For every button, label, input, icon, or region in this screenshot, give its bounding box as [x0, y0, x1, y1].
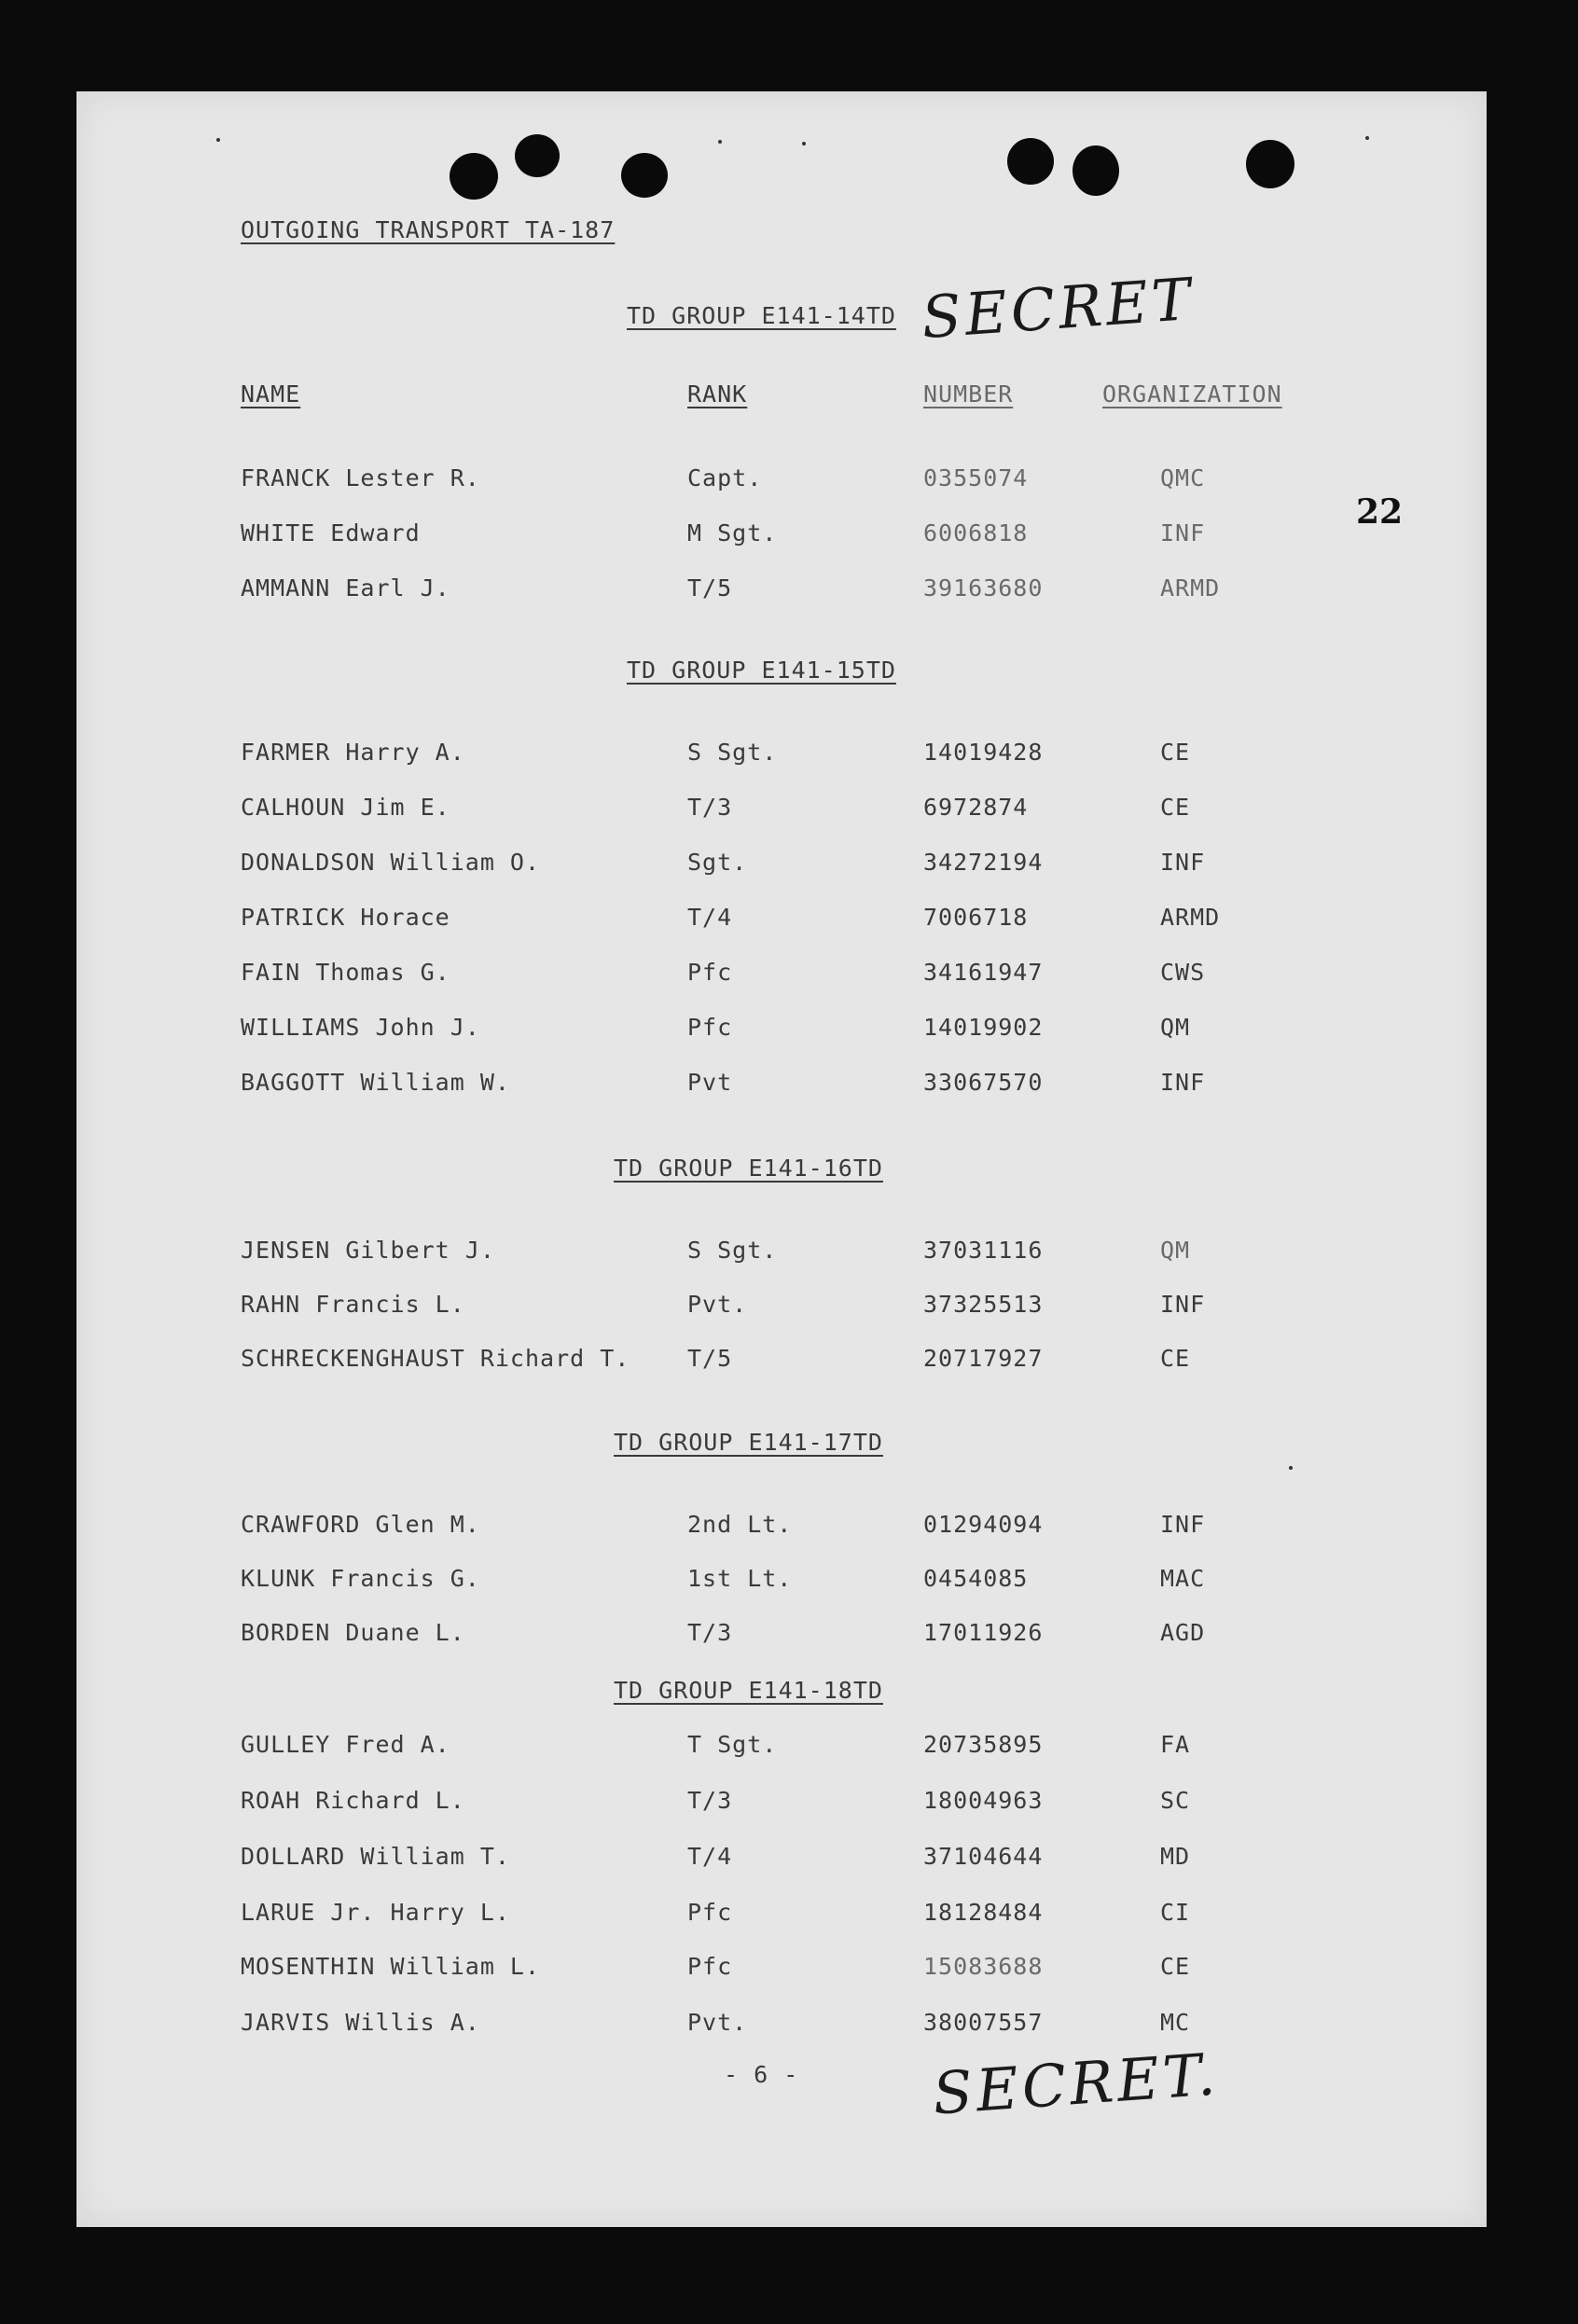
table-row — [76, 1511, 1487, 1548]
cell-rank: 1st Lt. — [687, 1565, 793, 1592]
cell-org: MAC — [1160, 1565, 1206, 1592]
cell-number: 37325513 — [923, 1291, 1044, 1318]
table-row — [76, 1899, 1487, 1936]
group-heading: TD GROUP E141-17TD — [614, 1429, 883, 1456]
cell-rank: Capt. — [687, 464, 763, 491]
cell-number: 0355074 — [923, 464, 1029, 491]
document-title: OUTGOING TRANSPORT TA-187 — [241, 216, 616, 243]
cell-org: FA — [1160, 1731, 1191, 1758]
cell-rank: T/3 — [687, 794, 733, 821]
cell-number: 34161947 — [923, 959, 1044, 986]
cell-number: 14019902 — [923, 1014, 1044, 1041]
column-header-organization: ORGANIZATION — [1102, 380, 1282, 408]
cell-name: ROAH Richard L. — [241, 1787, 465, 1814]
cell-name: FARMER Harry A. — [241, 739, 465, 766]
cell-number: 6972874 — [923, 794, 1029, 821]
cell-name: RAHN Francis L. — [241, 1291, 465, 1318]
cell-name: FAIN Thomas G. — [241, 959, 450, 986]
table-row — [76, 794, 1487, 831]
cell-org: INF — [1160, 1291, 1206, 1318]
secret-stamp-top: SECRET — [919, 264, 1197, 353]
column-header-rank: RANK — [687, 380, 748, 408]
cell-org: ARMD — [1160, 574, 1221, 602]
cell-number: 18004963 — [923, 1787, 1044, 1814]
cell-org: INF — [1160, 1511, 1206, 1538]
cell-name: SCHRECKENGHAUST Richard T. — [241, 1345, 630, 1372]
cell-rank: T/4 — [687, 904, 733, 931]
cell-name: LARUE Jr. Harry L. — [241, 1899, 510, 1926]
cell-number: 17011926 — [923, 1619, 1044, 1646]
cell-number: 34272194 — [923, 849, 1044, 876]
cell-number: 15083688 — [923, 1953, 1044, 1980]
cell-org: CWS — [1160, 959, 1206, 986]
cell-number: 38007557 — [923, 2009, 1044, 2036]
table-row — [76, 904, 1487, 941]
cell-org: CE — [1160, 1953, 1191, 1980]
group-heading: TD GROUP E141-16TD — [614, 1155, 883, 1182]
group-heading: TD GROUP E141-15TD — [627, 657, 896, 684]
table-row — [76, 1787, 1487, 1824]
cell-org: QMC — [1160, 464, 1206, 491]
cell-org: MD — [1160, 1843, 1191, 1870]
cell-org: INF — [1160, 519, 1206, 546]
punch-hole — [1246, 140, 1294, 188]
table-row — [76, 2009, 1487, 2046]
cell-rank: T/5 — [687, 574, 733, 602]
table-row — [76, 464, 1487, 502]
cell-name: DOLLARD William T. — [241, 1843, 510, 1870]
cell-org: INF — [1160, 849, 1206, 876]
cell-org: AGD — [1160, 1619, 1206, 1646]
table-row — [76, 1843, 1487, 1880]
group-heading: TD GROUP E141-14TD — [627, 302, 896, 329]
speck — [802, 142, 806, 145]
cell-number: 37031116 — [923, 1237, 1044, 1264]
cell-number: 18128484 — [923, 1899, 1044, 1926]
cell-name: WILLIAMS John J. — [241, 1014, 480, 1041]
cell-name: WHITE Edward — [241, 519, 421, 546]
punch-hole — [621, 153, 668, 198]
cell-name: JARVIS Willis A. — [241, 2009, 480, 2036]
table-row — [76, 1345, 1487, 1382]
cell-rank: Pfc — [687, 1953, 733, 1980]
column-header-name: NAME — [241, 380, 301, 408]
cell-rank: Pvt. — [687, 1291, 748, 1318]
table-row — [76, 1565, 1487, 1602]
cell-number: 20735895 — [923, 1731, 1044, 1758]
cell-name: GULLEY Fred A. — [241, 1731, 450, 1758]
speck — [1289, 1466, 1293, 1470]
table-row — [76, 1237, 1487, 1274]
cell-name: DONALDSON William O. — [241, 849, 541, 876]
document-page — [76, 91, 1487, 2227]
cell-name: AMMANN Earl J. — [241, 574, 450, 602]
speck — [216, 138, 220, 142]
table-row — [76, 1069, 1487, 1106]
cell-number: 7006718 — [923, 904, 1029, 931]
cell-number: 6006818 — [923, 519, 1029, 546]
table-row — [76, 1731, 1487, 1768]
page-number: 22 — [1356, 492, 1404, 532]
speck — [718, 140, 722, 144]
footer-page-number: - 6 - — [724, 2061, 799, 2088]
cell-rank: T Sgt. — [687, 1731, 778, 1758]
table-row — [76, 1014, 1487, 1051]
cell-name: BAGGOTT William W. — [241, 1069, 510, 1096]
cell-name: CALHOUN Jim E. — [241, 794, 450, 821]
cell-rank: Sgt. — [687, 849, 748, 876]
cell-org: CI — [1160, 1899, 1191, 1926]
cell-name: BORDEN Duane L. — [241, 1619, 465, 1646]
cell-number: 0454085 — [923, 1565, 1029, 1592]
cell-org: CE — [1160, 739, 1191, 766]
cell-rank: Pfc — [687, 1014, 733, 1041]
cell-org: CE — [1160, 1345, 1191, 1372]
table-row — [76, 1953, 1487, 1990]
punch-hole — [515, 134, 560, 177]
cell-org: ARMD — [1160, 904, 1221, 931]
cell-org: QM — [1160, 1014, 1191, 1041]
cell-rank: Pfc — [687, 959, 733, 986]
cell-rank: Pvt. — [687, 2009, 748, 2036]
table-row — [76, 1291, 1487, 1328]
secret-stamp-bottom: SECRET. — [930, 2040, 1222, 2128]
cell-org: QM — [1160, 1237, 1191, 1264]
cell-name: JENSEN Gilbert J. — [241, 1237, 495, 1264]
cell-number: 33067570 — [923, 1069, 1044, 1096]
table-row — [76, 959, 1487, 996]
cell-rank: T/5 — [687, 1345, 733, 1372]
cell-name: CRAWFORD Glen M. — [241, 1511, 480, 1538]
cell-number: 01294094 — [923, 1511, 1044, 1538]
cell-number: 14019428 — [923, 739, 1044, 766]
cell-org: CE — [1160, 794, 1191, 821]
punch-hole — [450, 153, 498, 200]
cell-rank: S Sgt. — [687, 1237, 778, 1264]
table-row — [76, 519, 1487, 557]
cell-org: SC — [1160, 1787, 1191, 1814]
column-header-number: NUMBER — [923, 380, 1014, 408]
cell-name: PATRICK Horace — [241, 904, 450, 931]
group-heading: TD GROUP E141-18TD — [614, 1677, 883, 1704]
cell-number: 20717927 — [923, 1345, 1044, 1372]
cell-number: 37104644 — [923, 1843, 1044, 1870]
cell-rank: T/3 — [687, 1619, 733, 1646]
cell-number: 39163680 — [923, 574, 1044, 602]
cell-rank: T/4 — [687, 1843, 733, 1870]
cell-name: KLUNK Francis G. — [241, 1565, 480, 1592]
punch-hole — [1073, 145, 1119, 196]
table-row — [76, 1619, 1487, 1656]
punch-hole — [1007, 138, 1054, 185]
speck — [1365, 136, 1369, 140]
cell-rank: Pfc — [687, 1899, 733, 1926]
table-row — [76, 739, 1487, 776]
cell-rank: T/3 — [687, 1787, 733, 1814]
cell-rank: S Sgt. — [687, 739, 778, 766]
cell-org: MC — [1160, 2009, 1191, 2036]
cell-rank: 2nd Lt. — [687, 1511, 793, 1538]
cell-name: FRANCK Lester R. — [241, 464, 480, 491]
table-row — [76, 574, 1487, 612]
cell-name: MOSENTHIN William L. — [241, 1953, 541, 1980]
cell-rank: Pvt — [687, 1069, 733, 1096]
table-row — [76, 849, 1487, 886]
cell-rank: M Sgt. — [687, 519, 778, 546]
cell-org: INF — [1160, 1069, 1206, 1096]
